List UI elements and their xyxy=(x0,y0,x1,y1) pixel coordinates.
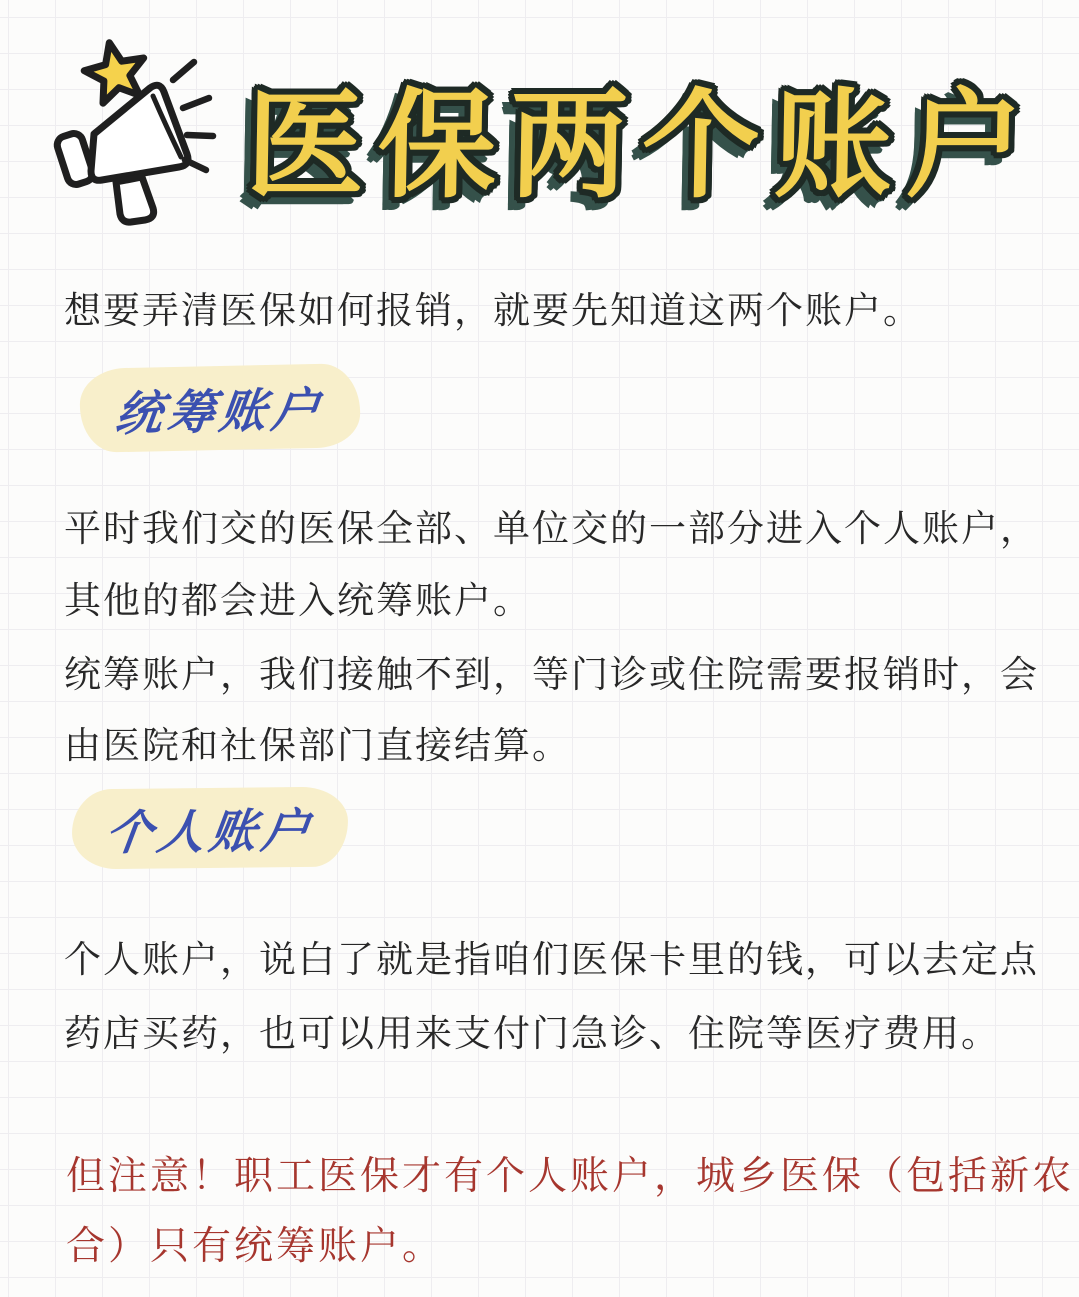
section-heading-highlight-pooled-account xyxy=(79,363,361,453)
warning-text-line: 合）只有统筹账户。 xyxy=(66,1224,445,1269)
pooled-account-text-line: 其他的都会进入统筹账户。 xyxy=(64,579,532,622)
section-heading-pooled-account: 统筹账户 xyxy=(112,382,327,442)
pooled-account-text-line: 由医院和社保部门直接结算。 xyxy=(64,724,571,767)
star-icon xyxy=(84,43,144,103)
section-heading-highlight-personal-account xyxy=(72,787,349,870)
pooled-account-text-line: 平时我们交的医保全部、单位交的一部分进入个人账户， xyxy=(64,507,1039,550)
announcement-icon xyxy=(50,34,220,229)
section-heading-personal-account: 个人账户 xyxy=(101,803,318,861)
warning-text-line: 但注意！职工医保才有个人账户，城乡医保（包括新农 xyxy=(66,1154,1075,1199)
pooled-account-text-line: 统筹账户，我们接触不到，等门诊或住院需要报销时，会 xyxy=(64,653,1039,696)
page-title: 医保两个账户 xyxy=(244,76,1040,214)
personal-account-text-line: 药店买药，也可以用来支付门急诊、住院等医疗费用。 xyxy=(64,1012,1000,1055)
megaphone-icon xyxy=(55,85,188,222)
intro-text: 想要弄清医保如何报销，就要先知道这两个账户。 xyxy=(64,289,922,332)
personal-account-text-line: 个人账户，说白了就是指咱们医保卡里的钱，可以去定点 xyxy=(64,938,1039,981)
